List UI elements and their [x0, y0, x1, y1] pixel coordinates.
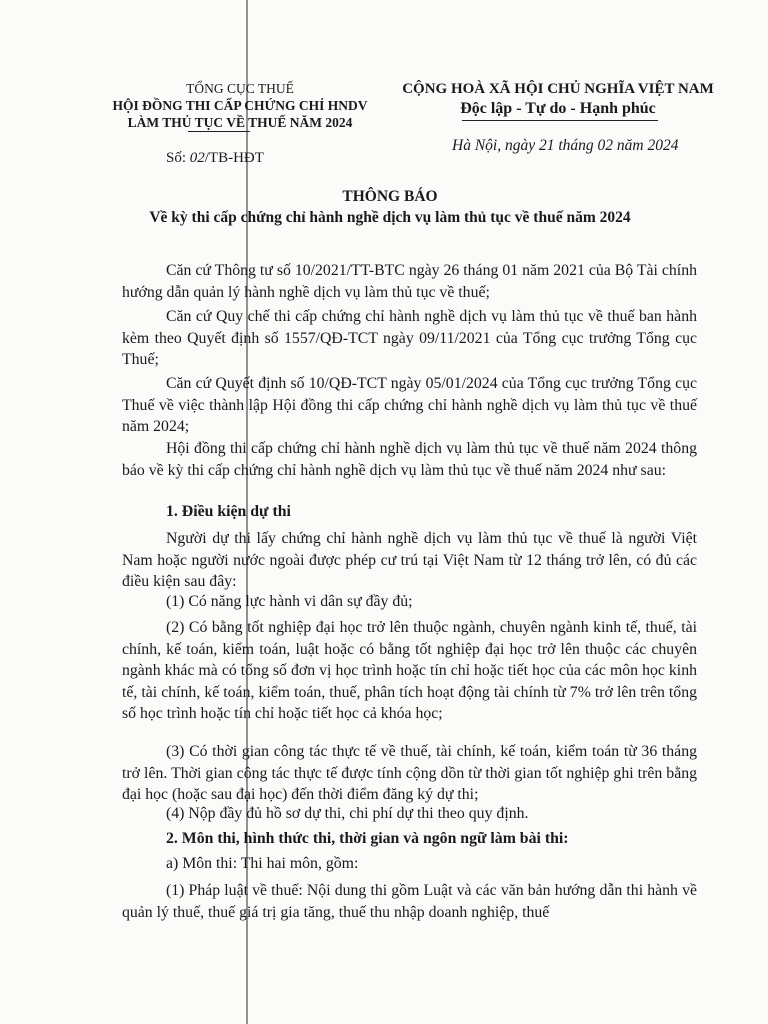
place-date: Hà Nội, ngày 21 tháng 02 năm 2024: [452, 137, 679, 154]
section-heading-1: 1. Điều kiện dự thi: [166, 503, 291, 520]
title-line2: Về kỳ thi cấp chứng chỉ hành nghề dịch vụ làm thủ tục về thuế năm 2024: [149, 209, 631, 226]
document-title: [60, 186, 720, 228]
paragraph: [122, 260, 697, 303]
condition-2: [122, 617, 697, 725]
title-line1: THÔNG BÁO: [342, 188, 438, 205]
motto-underline: [462, 120, 658, 121]
paragraph: [122, 438, 697, 481]
agency-name: TỔNG CỤC THUẾ: [186, 81, 294, 96]
issuer-underline: [188, 131, 250, 132]
subject-1: [122, 880, 697, 923]
number-prefix: Số:: [166, 150, 187, 166]
condition-4: (4) Nộp đầy đủ hồ sơ dự thi, chi phí dự thi theo quy định.: [166, 805, 529, 822]
council-name-line2: LÀM THỦ TỤC VỀ THUẾ NĂM 2024: [127, 115, 353, 130]
country-name: CỘNG HOÀ XÃ HỘI CHỦ NGHĨA VIỆT NAM: [402, 81, 714, 97]
number-suffix: /TB-HĐT: [204, 150, 264, 166]
paragraph-text: (2) Có bằng tốt nghiệp đại học trở lên thuộc ngành, chuyên ngành kinh tế, thuế, tài chính, kế toán, kiểm toán, luật hoặc có bằng tốt nghiệp đại học trở lên thuộc các chuyên ngành khác mà có tổng số đơn vị học trình hoặc tín chỉ hoặc tiết học của các môn học kinh tế, tài chính, kế toán, kiểm toán, thuế, phân tích hoạt động tài chính từ 7% trở lên trên tổng số học trình hoặc tín chỉ hoặc tiết học cả khóa học;: [122, 619, 697, 722]
paragraph: [122, 306, 697, 371]
paragraph-text: Căn cứ Quy chế thi cấp chứng chỉ hành nghề dịch vụ làm thủ tục về thuế ban hành kèm theo Quyết định số 1557/QĐ-TCT ngày 09/11/2021 của Tổng cục trưởng Tổng cục Thuế;: [122, 308, 697, 368]
issuer-block: [70, 80, 410, 131]
paragraph: [122, 373, 697, 438]
condition-1: (1) Có năng lực hành vi dân sự đầy đủ;: [166, 593, 413, 610]
paragraph-text: Người dự thi lấy chứng chỉ hành nghề dịch vụ làm thủ tục về thuế là người Việt Nam hoặc người nước ngoài được phép cư trú tại Việt Nam từ 12 tháng trở lên, có đủ các điều kiện sau đây:: [122, 530, 697, 590]
paragraph-text: Căn cứ Quyết định số 10/QĐ-TCT ngày 05/01/2024 của Tổng cục trưởng Tổng cục Thuế về việc thành lập Hội đồng thi cấp chứng chỉ hành nghề dịch vụ làm thủ tục về thuế năm 2024;: [122, 375, 697, 435]
council-name-line1: HỘI ĐỒNG THI CẤP CHỨNG CHỈ HNDV: [112, 98, 368, 113]
number-value: 02: [189, 150, 205, 166]
paragraph-text: Căn cứ Thông tư số 10/2021/TT-BTC ngày 26 tháng 01 năm 2021 của Bộ Tài chính hướng dẫn quản lý hành nghề dịch vụ làm thủ tục về thuế;: [122, 262, 697, 301]
section-heading-2: 2. Môn thi, hình thức thi, thời gian và ngôn ngữ làm bài thi:: [166, 830, 569, 847]
condition-3: [122, 741, 697, 806]
subsection-a: a) Môn thi: Thi hai môn, gồm:: [166, 855, 359, 872]
paragraph-text: (3) Có thời gian công tác thực tế về thuế, tài chính, kế toán, kiểm toán từ 36 tháng trở lên. Thời gian công tác thực tế được tính cộng dồn từ thời gian tốt nghiệp ghi trên bằng đại học (hoặc sau đại học) đến thời điểm đăng ký dự thi;: [122, 743, 697, 803]
document-number: [166, 150, 264, 167]
paragraph-text: Hội đồng thi cấp chứng chỉ hành nghề dịch vụ làm thủ tục về thuế năm 2024 thông báo về kỳ thi cấp chứng chỉ hành nghề dịch vụ làm thủ tục về thuế năm 2024 như sau:: [122, 440, 697, 479]
paragraph: [122, 528, 697, 593]
paragraph-text: (1) Pháp luật về thuế: Nội dung thi gồm Luật và các văn bản hướng dẫn thi hành về quản lý thuế, thuế giá trị gia tăng, thuế thu nhập doanh nghiệp, thuế: [122, 882, 697, 921]
national-motto: Độc lập - Tự do - Hạnh phúc: [460, 100, 656, 117]
national-header: [388, 80, 728, 118]
